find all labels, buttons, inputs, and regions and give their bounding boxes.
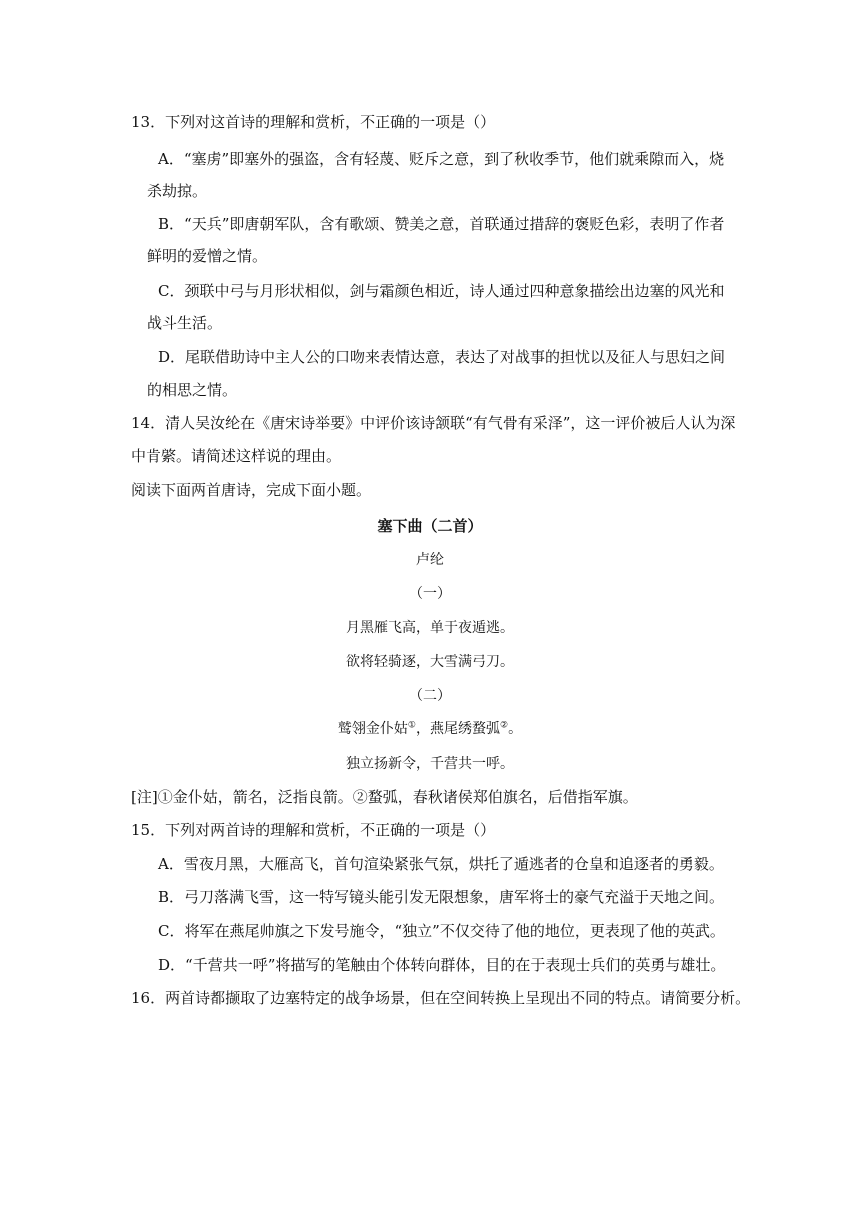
poem-part2-line2: 独立扬新令，千营共一呼。 — [346, 756, 514, 772]
q14-line2: 中肯綮。请简述这样说的理由。 — [131, 447, 342, 465]
poem-part1-label: （一） — [409, 586, 451, 602]
poem-part2-line1-b: ，燕尾绣蝥弧 — [416, 721, 500, 737]
q13-option-d-line1: D．尾联借助诗中主人公的口吻来表情达意，表达了对战事的担忧以及征人与思妇之间 — [158, 348, 726, 366]
q15-option-a: A．雪夜月黑，大雁高飞，首句渲染紧张气氛，烘托了遁逃者的仓皇和追逐者的勇毅。 — [158, 855, 724, 873]
q16-stem: 16．两首诗都撷取了边塞特定的战争场景，但在空间转换上呈现出不同的特点。请简要分析。 — [131, 989, 751, 1007]
q13-stem: 13．下列对这首诗的理解和赏析，不正确的一项是（） — [131, 113, 496, 131]
reading-intro: 阅读下面两首唐诗，完成下面小题。 — [131, 481, 372, 499]
q15-option-c: C．将军在燕尾帅旗之下发号施令，“独立”不仅交待了他的地位，更表现了他的英武。 — [158, 922, 725, 940]
poem-part1-line1: 月黑雁飞高，单于夜遁逃。 — [346, 620, 514, 636]
poem-part2-label: （二） — [409, 688, 451, 704]
q15-option-b: B．弓刀落满飞雪，这一特写镜头能引发无限想象，唐军将士的豪气充溢于天地之间。 — [158, 888, 725, 906]
poem-author: 卢纶 — [416, 552, 444, 568]
q13-option-a-line2: 杀劫掠。 — [147, 182, 208, 200]
q15-stem: 15．下列对两首诗的理解和赏析，不正确的一项是（） — [131, 821, 496, 839]
poem-part1-line2: 欲将轻骑逐，大雪满弓刀。 — [346, 654, 514, 670]
q13-option-d-line2: 的相思之情。 — [147, 381, 238, 399]
q13-option-c-line1: C．颈联中弓与月形状相似，剑与霜颜色相近，诗人通过四种意象描绘出边塞的风光和 — [158, 282, 725, 300]
poem-part2-line1 — [0, 719, 860, 739]
footnote-ref-2: ② — [500, 720, 509, 731]
q14-line1: 14．清人吴汝纶在《唐宋诗举要》中评价该诗颔联“有气骨有采泽”，这一评价被后人认为深 — [131, 414, 736, 432]
q13-option-a-line1: A．“塞虏”即塞外的强盗，含有轻蔑、贬斥之意，到了秋收季节，他们就乘隙而入，烧 — [158, 150, 725, 168]
q13-option-c-line2: 战斗生活。 — [147, 314, 223, 332]
poem-part2-line1-a: 鹫翎金仆姑 — [337, 721, 408, 737]
poem-title: 塞下曲（二首） — [377, 517, 483, 535]
poem-note: [注]①金仆姑，箭名，泛指良箭。②蝥弧，春秋诸侯郑伯旗名，后借指军旗。 — [131, 788, 638, 806]
poem-part2-line1-c: 。 — [508, 721, 523, 737]
q13-option-b-line2: 鲜明的爱憎之情。 — [147, 247, 268, 265]
q13-option-b-line1: B．“天兵”即唐朝军队，含有歌颂、赞美之意，首联通过措辞的褒贬色彩，表明了作者 — [158, 215, 725, 233]
footnote-ref-1: ① — [407, 720, 416, 731]
q15-option-d: D．“千营共一呼”将描写的笔触由个体转向群体，目的在于表现士兵们的英勇与雄壮。 — [158, 956, 726, 974]
